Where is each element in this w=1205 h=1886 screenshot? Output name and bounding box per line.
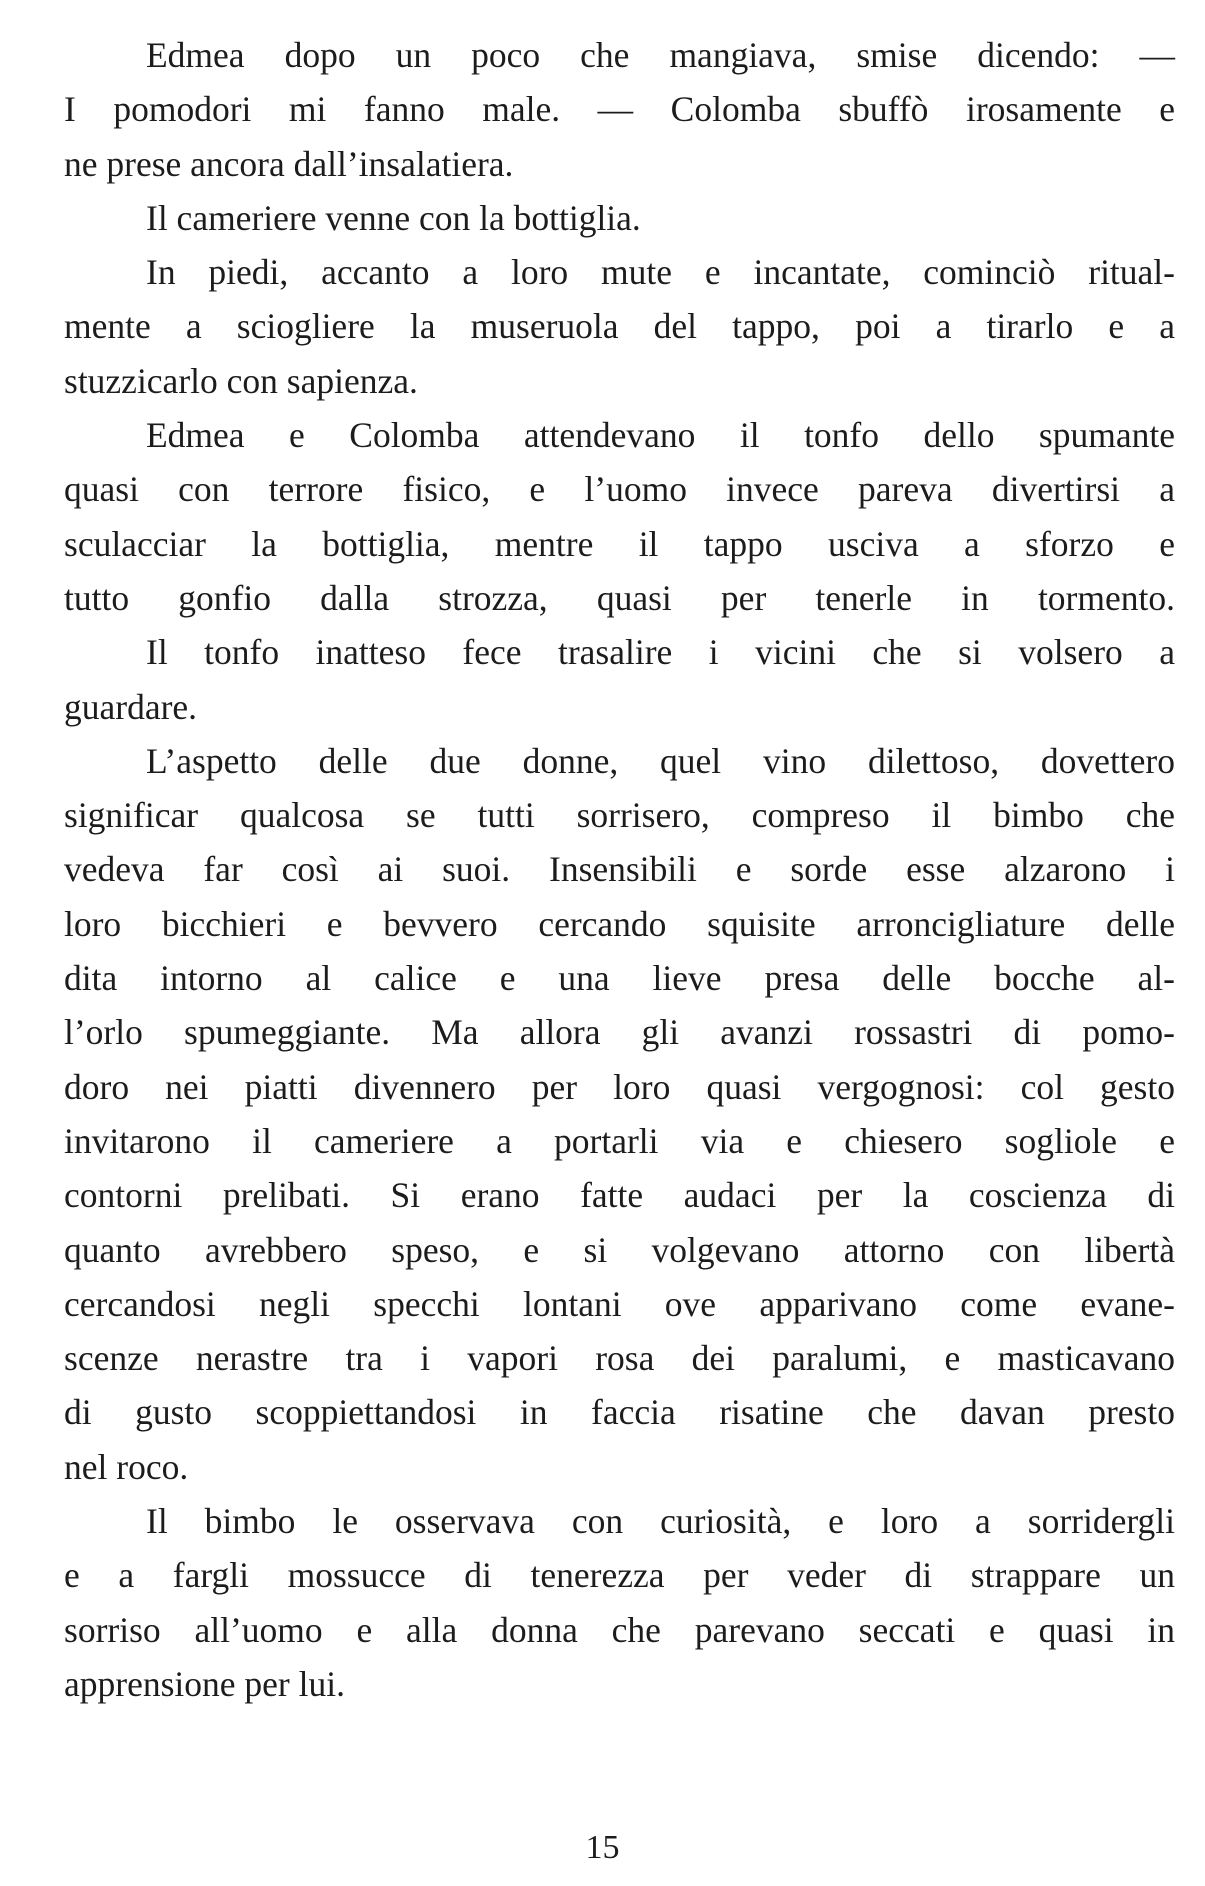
text-line: invitarono il cameriere a portarli via e chiesero sogliole e — [64, 1120, 1175, 1161]
page-number: 15 — [585, 1829, 620, 1866]
text-line: tutto gonfio dalla strozza, quasi per tenerle in tormento. — [64, 577, 1175, 618]
text-line: In piedi, accanto a loro mute e incantate, cominciò ritual- — [146, 252, 1175, 293]
text-line: dita intorno al calice e una lieve presa delle bocche al- — [64, 958, 1175, 999]
text-line: l’orlo spumeggiante. Ma allora gli avanzi rossastri di pomo- — [64, 1012, 1175, 1053]
text-line: I pomodori mi fanno male. — Colomba sbuffò irosamente e — [64, 89, 1175, 130]
text-line: e a fargli mossucce di tenerezza per veder di strappare un — [64, 1555, 1175, 1596]
text-line: doro nei piatti divennero per loro quasi vergognosi: col gesto — [64, 1066, 1175, 1107]
text-line: di gusto scoppiettandosi in faccia risatine che davan presto — [64, 1392, 1175, 1433]
text-line: Edmea e Colomba attendevano il tonfo dello spumante — [146, 415, 1175, 456]
text-line: Il tonfo inatteso fece trasalire i vicini che si volsero a — [146, 632, 1175, 673]
text-line: sculacciar la bottiglia, mentre il tappo usciva a sforzo e — [64, 523, 1175, 564]
text-line: Il bimbo le osservava con curiosità, e loro a sorridergli — [146, 1501, 1175, 1542]
text-line: significar qualcosa se tutti sorrisero, compreso il bimbo che — [64, 795, 1175, 836]
text-line: L’aspetto delle due donne, quel vino dilettoso, dovettero — [146, 740, 1175, 781]
text-line: Il cameriere venne con la bottiglia. — [146, 197, 641, 238]
text-line: stuzzicarlo con sapienza. — [64, 360, 418, 401]
text-line: guardare. — [64, 686, 198, 727]
text-line: quanto avrebbero speso, e si volgevano attorno con libertà — [64, 1229, 1175, 1270]
text-line: cercandosi negli specchi lontani ove apparivano come evane- — [64, 1283, 1175, 1324]
text-line: quasi con terrore fisico, e l’uomo invece pareva divertirsi a — [64, 469, 1175, 510]
text-line: mente a sciogliere la museruola del tappo, poi a tirarlo e a — [64, 306, 1175, 347]
text-line: loro bicchieri e bevvero cercando squisite arroncigliature delle — [64, 903, 1175, 944]
text-line: vedeva far così ai suoi. Insensibili e sorde esse alzarono i — [64, 849, 1175, 890]
text-line: scenze nerastre tra i vapori rosa dei paralumi, e masticavano — [64, 1338, 1175, 1379]
text-line: ne prese ancora dall’insalatiera. — [64, 143, 514, 184]
text-line: sorriso all’uomo e alla donna che parevano seccati e quasi in — [64, 1609, 1175, 1650]
text-line: contorni prelibati. Si erano fatte audaci per la coscienza di — [64, 1175, 1175, 1216]
text-line: Edmea dopo un poco che mangiava, smise dicendo: — — [146, 35, 1175, 75]
text-line: nel roco. — [64, 1446, 189, 1487]
body-text — [64, 28, 1175, 1711]
text-line: apprensione per lui. — [64, 1663, 345, 1704]
